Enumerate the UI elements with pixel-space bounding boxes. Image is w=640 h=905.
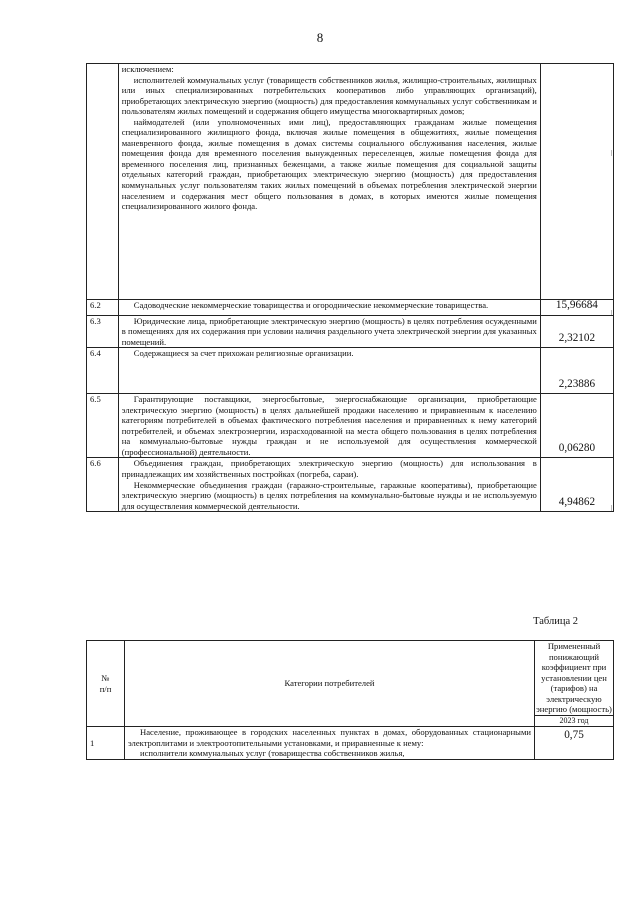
row-description (118, 348, 540, 394)
row-paragraph: исполнителей коммунальных услуг (товариществ собственников жилья, жилищно-строительных, жилищных или иных специализированных потребительских кооперативов либо управляющих организаций), приобретающих электрическую энергию (мощность) для предоставления коммунальных услуг собственникам и пользователям жилых помещений и содержания общего имущества многоквартирных домов; (121, 74, 537, 117)
row-description (118, 394, 540, 458)
page-number: 8 (316, 30, 324, 45)
row-coefficient (540, 64, 613, 300)
row-number: 6.3 (87, 315, 119, 348)
row-coefficient: 4,94862 (540, 458, 613, 512)
row-paragraph: Гарантирующие поставщики, энергосбытовые, энергоснабжающие организации, приобретающие электрическую энергию (мощность) в целях дальнейшей продажи населению и приравненным к населению категориям потребителей в объемах фактического потребления населения и приравненных к нему категорий потребителей, и объемах электроэнергии, израсходованной на места общего пользования в целях потребления на коммунально-бытовые нужды граждан и не используемой для осуществления коммерческой (профессиональной) деятельности. (121, 394, 537, 457)
row-number: 6.5 (87, 394, 119, 458)
header-category-label: Категории потребителей (284, 678, 375, 689)
row-paragraph: Некоммерческие объединения граждан (гаражно-строительные, гаражные кооперативы), приобретающие электрическую энергию (мощность) в целях потребления на коммунально-бытовые нужды и не используемую для осуществления коммерческой деятельности. (121, 479, 537, 511)
row-description (118, 64, 540, 300)
header-number (87, 641, 125, 727)
table-row (87, 348, 614, 394)
row-paragraph: Объединения граждан, приобретающих электрическую энергию (мощность) для использования в принадлежащих им хозяйственных постройках (погреба, сараи). (121, 458, 537, 480)
row-number: 1 (87, 727, 125, 760)
table-row (87, 64, 614, 300)
header-coefficient-label: Примененный понижающий коэффициент при установлении цен (тарифов) на электрическую энергию (мощность) (536, 641, 612, 714)
header-number-label: № п/п (99, 673, 112, 694)
row-number: 6.6 (87, 458, 119, 512)
scan-mark (611, 150, 612, 156)
table-2-caption: Таблица 2 (533, 616, 578, 627)
row-paragraph: исключением: (121, 64, 174, 74)
row-paragraph: Юридические лица, приобретающие электрическую энергию (мощность) в целях потребления осужденными в помещениях для их содержания при условии наличия раздельного учета электрической энергии для указанных помещений. (121, 315, 537, 347)
scan-mark (611, 310, 612, 315)
header-year (535, 715, 614, 727)
table-row (87, 315, 614, 348)
row-number: 6.4 (87, 348, 119, 394)
table-row (87, 458, 614, 512)
row-number (87, 64, 119, 300)
row-description (125, 727, 535, 760)
row-description (118, 300, 540, 316)
tariff-table-1 (86, 63, 614, 512)
table-row (87, 394, 614, 458)
row-paragraph: исполнители коммунальных услуг (товарищества собственников жилья, (140, 748, 405, 759)
table-2-header-row (87, 641, 614, 716)
row-description (118, 458, 540, 512)
tariff-table-2 (86, 640, 614, 760)
row-paragraph: наймодателей (или уполномоченных ими лиц), предоставляющих гражданам жилые помещения специализированного жилищного фонда, включая жилые помещения в общежитиях, жилые помещения маневренного фонда, жилые помещения в домах системы социального обслуживания населения, жилые помещения фонда для временного поселения вынужденных переселенцев, жилые помещения фонда для временного поселения лиц, признанных беженцами, а также жилые помещения для социальной защиты отдельных категорий граждан, приобретающих электрическую энергию (мощность) для предоставления коммунальных услуг пользователям таких жилых помещений в объемах потребления электрической энергии населением и содержания мест общего пользования в домах, в которых имеются жилые помещения специализированного жилого фонда. (121, 116, 537, 212)
row-coefficient: 15,96684 (540, 300, 613, 316)
row-coefficient: 0,06280 (540, 394, 613, 458)
row-paragraph: Содержащиеся за счет прихожан религиозные организации. (133, 348, 354, 359)
table-row (87, 300, 614, 316)
row-number: 6.2 (87, 300, 119, 316)
header-year-label: 2023 год (559, 715, 589, 725)
row-coefficient: 2,32102 (540, 315, 613, 348)
scan-mark (611, 505, 612, 511)
header-category (125, 641, 535, 727)
row-paragraph: Население, проживающее в городских населенных пунктах в домах, оборудованных стационарными электроплитами и электроотопительными установками, и приравненные к нему: (128, 727, 531, 748)
row-paragraph: Садоводческие некоммерческие товарищества и огороднические некоммерческие товарищества. (133, 300, 489, 310)
row-description (118, 315, 540, 348)
row-coefficient: 2,23886 (540, 348, 613, 394)
header-coefficient (535, 641, 614, 716)
table-row (87, 727, 614, 760)
row-coefficient: 0,75 (535, 727, 614, 760)
